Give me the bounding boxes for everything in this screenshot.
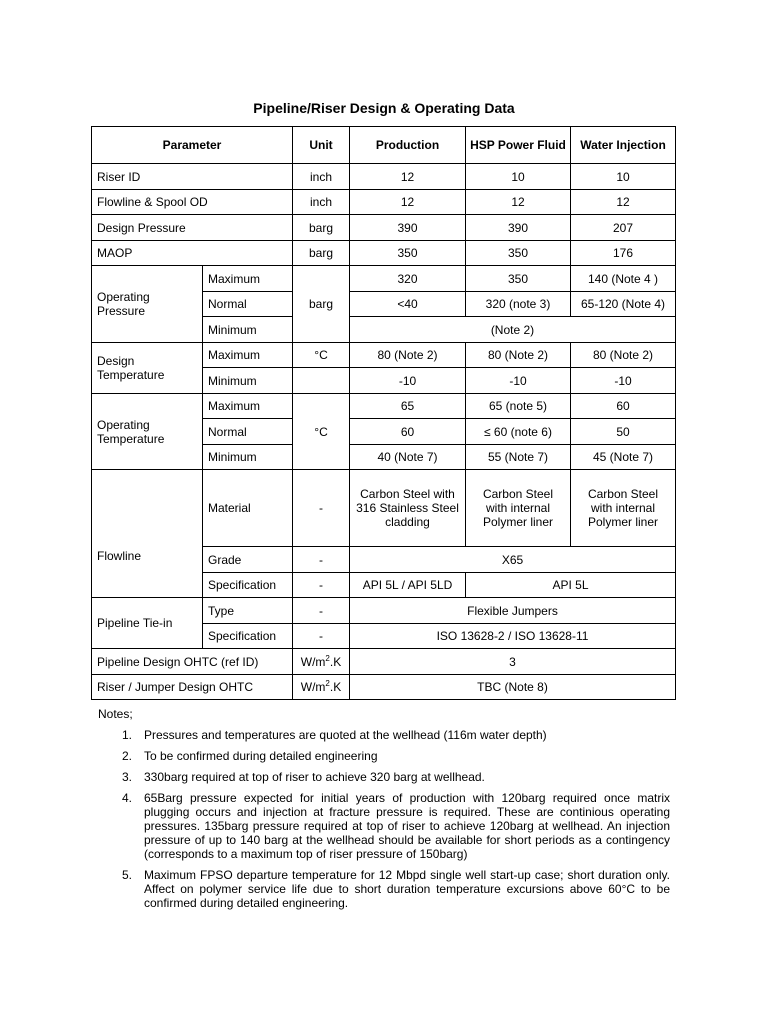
unit-cell: barg: [293, 266, 350, 343]
note-item: 5. Maximum FPSO departure temperature for 12 Mbpd single well start-up case; short duration only. Affect on polymer service life due to short duration temperature excursions above 60°C to be confirmed during detailed engineering.: [122, 868, 670, 910]
merged-value-cell: X65: [350, 547, 676, 573]
water-cell: 60: [571, 394, 676, 419]
unit-cell: inch: [293, 190, 350, 215]
table-row: [92, 675, 676, 700]
hsp-cell: Carbon Steel with internal Polymer liner: [466, 470, 571, 547]
sub-label: Maximum: [203, 266, 293, 292]
sub-label: Specification: [203, 573, 293, 598]
water-cell: 45 (Note 7): [571, 445, 676, 470]
sub-label: Specification: [203, 624, 293, 649]
page-title: Pipeline/Riser Design & Operating Data: [253, 100, 515, 116]
hsp-cell: 80 (Note 2): [466, 343, 571, 368]
sub-label: Normal: [203, 419, 293, 445]
water-cell: 65-120 (Note 4): [571, 292, 676, 317]
water-cell: Carbon Steel with internal Polymer liner: [571, 470, 676, 547]
merged-value-cell: 3: [350, 649, 676, 675]
unit-cell: °C: [293, 343, 350, 368]
group-label: Operating Pressure: [92, 266, 203, 343]
note-item: 2. To be confirmed during detailed engineering: [122, 749, 378, 763]
water-cell: 10: [571, 164, 676, 190]
production-cell: 12: [350, 190, 466, 215]
unit-cell: -: [293, 470, 350, 547]
hsp-cell: ≤ 60 (note 6): [466, 419, 571, 445]
unit-cell: $W/m^2.K$: [293, 649, 350, 675]
sub-label: Minimum: [203, 445, 293, 470]
merged-value-cell: TBC (Note 8): [350, 675, 676, 700]
group-label: Pipeline Tie-in: [92, 598, 203, 649]
water-cell: -10: [571, 368, 676, 394]
hsp-cell: 350: [466, 241, 571, 266]
production-cell: 350: [350, 241, 466, 266]
table-row: [92, 190, 676, 215]
note-item: 4. 65Barg pressure expected for initial years of production with 120barg required once matrix plugging occurs and injection at fracture pressure is required. These are continious operating pressures. 135barg pressure required at top of riser to achieve 120barg at wellhead. An injection pressure of up to 140 barg at the wellhead should be available for short periods as a contingency (corresponds to a maximum top of riser pressure of 150barg): [122, 791, 670, 861]
notes-section: [98, 707, 670, 917]
unit-cell: -: [293, 573, 350, 598]
water-cell: 50: [571, 419, 676, 445]
table-row: [92, 164, 676, 190]
table-row: [92, 343, 676, 368]
water-cell: 140 (Note 4 ): [571, 266, 676, 292]
row-label: Riser ID: [92, 164, 293, 190]
sub-label: Minimum: [203, 368, 293, 394]
header-water: Water Injection: [571, 127, 676, 164]
row-label: Riser / Jumper Design OHTC: [92, 675, 293, 700]
sub-label: Grade: [203, 547, 293, 573]
note-item: 1. Pressures and temperatures are quoted at the wellhead (116m water depth): [122, 728, 547, 742]
production-cell: Carbon Steel with 316 Stainless Steel cladding: [350, 470, 466, 547]
hsp-cell: 12: [466, 190, 571, 215]
unit-cell: -: [293, 624, 350, 649]
production-cell: 12: [350, 164, 466, 190]
production-cell: -10: [350, 368, 466, 394]
row-label: Flowline & Spool OD: [92, 190, 293, 215]
table-row: [92, 649, 676, 675]
hsp-cell: 65 (note 5): [466, 394, 571, 419]
production-cell: 80 (Note 2): [350, 343, 466, 368]
table-row: [92, 470, 676, 547]
notes-heading: Notes;: [98, 707, 133, 721]
group-label: Flowline: [92, 470, 203, 598]
header-parameter: Parameter: [92, 127, 293, 164]
unit-cell: [293, 368, 350, 394]
production-cell: 390: [350, 215, 466, 241]
merged-value-cell: (Note 2): [350, 317, 676, 343]
water-cell: 12: [571, 190, 676, 215]
sub-label: Maximum: [203, 343, 293, 368]
water-cell: 176: [571, 241, 676, 266]
table-header-row: [92, 127, 676, 164]
hsp-cell: 320 (note 3): [466, 292, 571, 317]
water-cell: 80 (Note 2): [571, 343, 676, 368]
header-hsp: HSP Power Fluid: [466, 127, 571, 164]
unit-cell: -: [293, 598, 350, 624]
header-unit: Unit: [293, 127, 350, 164]
sub-label: Maximum: [203, 394, 293, 419]
unit-cell: -: [293, 547, 350, 573]
design-data-table: [91, 126, 676, 700]
unit-cell: barg: [293, 215, 350, 241]
row-label: Design Pressure: [92, 215, 293, 241]
hsp-cell: -10: [466, 368, 571, 394]
production-cell: 40 (Note 7): [350, 445, 466, 470]
hsp-cell: 55 (Note 7): [466, 445, 571, 470]
table-row: [92, 215, 676, 241]
notes-list: [98, 728, 670, 910]
unit-cell: inch: [293, 164, 350, 190]
group-label: Operating Temperature: [92, 394, 203, 470]
production-cell: 65: [350, 394, 466, 419]
merged-value-cell: ISO 13628-2 / ISO 13628-11: [350, 624, 676, 649]
table-row: [92, 394, 676, 419]
production-cell: API 5L / API 5LD: [350, 573, 466, 598]
header-production: Production: [350, 127, 466, 164]
water-cell: 207: [571, 215, 676, 241]
unit-cell: barg: [293, 241, 350, 266]
group-label: Design Temperature: [92, 343, 203, 394]
row-label: MAOP: [92, 241, 293, 266]
row-label: Pipeline Design OHTC (ref ID): [92, 649, 293, 675]
hsp-cell: 10: [466, 164, 571, 190]
sub-label: Material: [203, 470, 293, 547]
table-row: [92, 241, 676, 266]
production-cell: 320: [350, 266, 466, 292]
merged-value-cell: API 5L: [466, 573, 676, 598]
unit-cell: °C: [293, 394, 350, 470]
unit-cell: $W/m^2.K$: [293, 675, 350, 700]
sub-label: Normal: [203, 292, 293, 317]
sub-label: Minimum: [203, 317, 293, 343]
merged-value-cell: Flexible Jumpers: [350, 598, 676, 624]
hsp-cell: 390: [466, 215, 571, 241]
hsp-cell: 350: [466, 266, 571, 292]
production-cell: 60: [350, 419, 466, 445]
table-row: [92, 598, 676, 624]
production-cell: <40: [350, 292, 466, 317]
note-item: 3. 330barg required at top of riser to achieve 320 barg at wellhead.: [122, 770, 485, 784]
table-row: [92, 266, 676, 292]
sub-label: Type: [203, 598, 293, 624]
